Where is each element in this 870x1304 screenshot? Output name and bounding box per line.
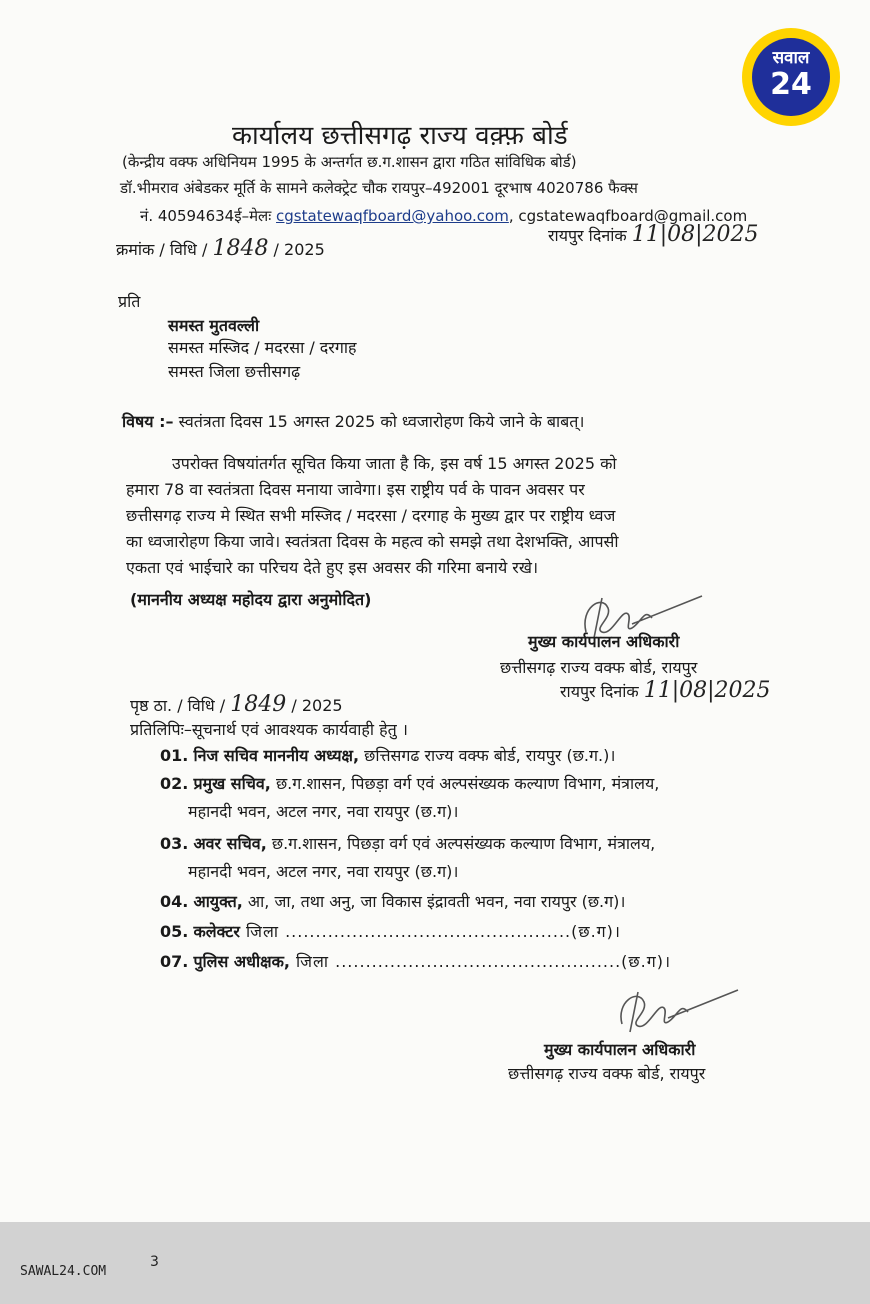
copy-item-text: छत्तिसगढ राज्य वक्फ बोर्ड, रायपुर (छ.ग.)।	[359, 746, 616, 765]
signature-2-title: मुख्य कार्यपालन अधिकारी	[544, 1040, 696, 1059]
copy-item-recipient: निज सचिव माननीय अध्यक्ष,	[193, 746, 360, 765]
copy-item	[160, 772, 659, 794]
office-title: कार्यालय छत्तीसगढ़ राज्य वक़्फ़ बोर्ड	[232, 121, 568, 151]
reference-number	[116, 236, 325, 261]
body-line-5: एकता एवं भाईचारे का परिचय देते हुए इस अवसर की गरिमा बनाये रखे।	[126, 558, 539, 577]
body-line-3: छत्तीसगढ़ राज्य मे स्थित सभी मस्जिद / मदरसा / दरगाह के मुख्य द्वार पर राष्ट्रीय ध्वज	[126, 506, 616, 525]
copy-reference-prefix: पृष्ठ ठा. / विधि /	[130, 696, 226, 715]
body-line-2: हमारा 78 वा स्वतंत्रता दिवस मनाया जावेगा। इस राष्ट्रीय पर्व के पावन अवसर पर	[126, 480, 585, 499]
reference-date-handwritten: 11|08|2025	[631, 222, 759, 247]
copy-item-number: 03.	[160, 834, 189, 853]
copy-item-continuation: महानदी भवन, अटल नगर, नवा रायपुर (छ.ग)।	[188, 802, 459, 821]
header-fax-email-label: नं. 40594634ई–मेलः	[140, 207, 272, 225]
copy-item-continuation: महानदी भवन, अटल नगर, नवा रायपुर (छ.ग)।	[188, 862, 459, 881]
copy-reference-suffix: / 2025	[291, 696, 343, 715]
subject-text: स्वतंत्रता दिवस 15 अगस्त 2025 को ध्वजारोहण किये जाने के बाबत्।	[178, 412, 585, 431]
sawal24-logo	[742, 28, 840, 126]
signature-1-org: छत्तीसगढ़ राज्य वक्फ बोर्ड, रायपुर	[500, 658, 698, 677]
copy-item-number: 04.	[160, 892, 189, 911]
signature-2-org: छत्तीसगढ़ राज्य वक्फ बोर्ड, रायपुर	[508, 1064, 706, 1083]
footer-watermark: SAWAL24.COM	[20, 1264, 107, 1279]
copy-item-recipient: पुलिस अधीक्षक,	[193, 952, 290, 971]
copy-item-recipient: अवर सचिव,	[193, 834, 267, 853]
copy-item	[160, 832, 655, 854]
signature-2-image	[608, 984, 748, 1040]
subject-label: विषय :–	[122, 412, 174, 431]
copy-item-text: छ.ग.शासन, पिछड़ा वर्ग एवं अल्पसंख्यक कल्याण विभाग, मंत्रालय,	[270, 774, 660, 793]
signature-1-title: मुख्य कार्यपालन अधिकारी	[528, 632, 680, 651]
reference-date-label: रायपुर दिनांक	[548, 226, 627, 245]
copy-reference-number-handwritten: 1849	[230, 692, 287, 717]
reference-suffix: / 2025	[273, 240, 325, 259]
subject-line	[122, 410, 584, 432]
copy-intro: प्रतिलिपिः–सूचनार्थ एवं आवश्यक कार्यवाही हेतु ।	[130, 720, 408, 739]
body-line-1: उपरोक्त विषयांतर्गत सूचित किया जाता है कि, इस वर्ष 15 अगस्त 2025 को	[172, 454, 617, 473]
email-gmail: , cgstatewaqfboard@gmail.com	[508, 207, 748, 225]
body-line-4: का ध्वजारोहण किया जावे। स्वतंत्रता दिवस के महत्व को समझे तथा देशभक्ति, आपसी	[126, 532, 619, 551]
copy-item-number: 02.	[160, 774, 189, 793]
prati-label: प्रति	[118, 292, 141, 311]
copy-item-number: 01.	[160, 746, 189, 765]
header-line-2: डॉ.भीमराव अंबेडकर मूर्ति के सामने कलेक्ट्रेट चौक रायपुर–492001 दूरभाष 4020786 फैक्स	[120, 179, 638, 197]
email-yahoo-link[interactable]: cgstatewaqfboard@yahoo.com	[276, 207, 509, 225]
logo-bottom-text: 24	[770, 67, 812, 102]
approval-note: (माननीय अध्यक्ष महोदय द्वारा अनुमोदित)	[130, 590, 372, 609]
addressee-line-3: समस्त जिला छत्तीसगढ़	[168, 362, 301, 381]
copy-item	[160, 890, 625, 912]
page-number: 3	[150, 1254, 159, 1270]
copy-item-text: जिला ...............................................(छ.ग)।	[289, 952, 672, 971]
header-line-1: (केन्द्रीय वक्फ अधिनियम 1995 के अन्तर्गत छ.ग.शासन द्वारा गठित सांविधिक बोर्ड)	[122, 153, 577, 171]
copy-item	[160, 744, 615, 766]
signature-1-date-handwritten: 11|08|2025	[643, 678, 771, 703]
copy-item-text: आ, जा, तथा अनु, जा विकास इंद्रावती भवन, नवा रायपुर (छ.ग)।	[242, 892, 626, 911]
copy-item-text: जिला ...............................................(छ.ग)।	[239, 922, 621, 941]
copy-item	[160, 920, 621, 942]
copy-item-recipient: कलेक्टर	[193, 922, 240, 941]
reference-prefix: क्रमांक / विधि /	[116, 240, 208, 259]
copy-item-number: 07.	[160, 952, 189, 971]
copy-reference	[130, 692, 343, 717]
logo-top-text: सवाल	[772, 48, 810, 68]
copy-item	[160, 950, 671, 972]
footer-bar	[0, 1222, 870, 1304]
copy-item-recipient: प्रमुख सचिव,	[193, 774, 271, 793]
copy-item-text: छ.ग.शासन, पिछड़ा वर्ग एवं अल्पसंख्यक कल्याण विभाग, मंत्रालय,	[266, 834, 656, 853]
logo-badge	[752, 38, 830, 116]
signature-1-date-label: रायपुर दिनांक	[560, 682, 639, 701]
addressee-line-2: समस्त मस्जिद / मदरसा / दरगाह	[168, 338, 357, 357]
reference-number-handwritten: 1848	[212, 236, 269, 261]
reference-date	[548, 222, 759, 247]
copy-item-recipient: आयुक्त,	[193, 892, 243, 911]
signature-1-date	[560, 678, 771, 703]
copy-item-number: 05.	[160, 922, 189, 941]
addressee-line-1: समस्त मुतवल्ली	[168, 316, 260, 335]
